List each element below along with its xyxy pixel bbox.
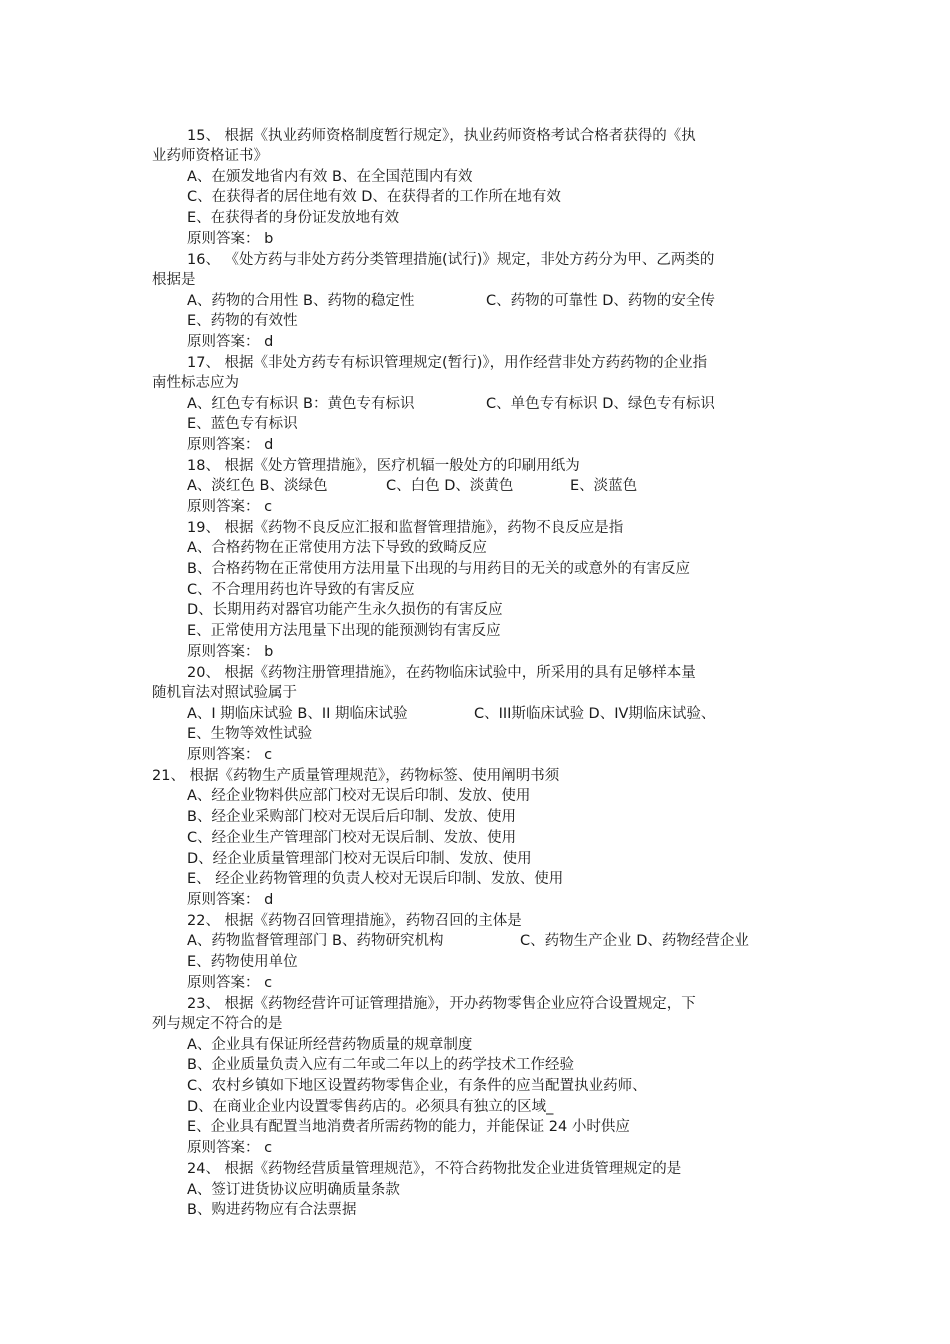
question-21-option-a: A、经企业物料供应部门校对无误后印制、发放、使用 [187, 788, 531, 804]
question-17-option-e: E、蓝色专有标识 [187, 416, 298, 432]
question-23-option-a: A、企业具有保证所经营药物质量的规章制度 [187, 1037, 473, 1053]
question-15-text-cont: 业药师资格证书》 [152, 148, 268, 164]
question-15-option-e: E、在获得者的身份证发放地有效 [187, 210, 400, 226]
question-22-options-ab: A、药物监督管理部门 B、药物研究机构 [187, 933, 444, 949]
question-23-option-d: D、在商业企业内设置零售药店的。必须具有独立的区域_ [187, 1099, 554, 1115]
question-21-option-e: E、 经企业药物管理的负责人校对无误后印制、发放、使用 [187, 871, 564, 887]
question-21-option-c: C、经企业生产管理部门校对无误后制、发放、使用 [187, 830, 517, 846]
question-22-answer: 原则答案： c [187, 975, 273, 991]
question-24-option-b: B、购进药物应有合法票据 [187, 1202, 357, 1218]
question-16-text: 16、 《处方药与非处方药分类管理措施(试行)》规定，非处方药分为甲、乙两类的 [187, 252, 715, 268]
question-17-text: 17、 根据《非处方药专有标识管理规定(暂行)》，用作经营非处方药药物的企业指 [187, 355, 708, 371]
question-22-option-e: E、药物使用单位 [187, 954, 298, 970]
question-19-answer: 原则答案： b [187, 644, 274, 660]
question-19-option-d: D、长期用药对器官功能产生永久损伤的有害反应 [187, 602, 503, 618]
question-15-options-ab: A、在颁发地省内有效 B、在全国范围内有效 [187, 169, 473, 185]
question-21-answer: 原则答案： d [187, 892, 274, 908]
question-24-option-a: A、签订进货协议应明确质量条款 [187, 1182, 400, 1198]
question-20-options-ab: A、I 期临床试验 B、II 期临床试验 [187, 706, 408, 722]
question-23-option-c: C、农村乡镇如下地区设置药物零售企业，有条件的应当配置执业药师、 [187, 1078, 647, 1094]
question-20-answer: 原则答案： c [187, 747, 273, 763]
question-16-options-cd: C、药物的可靠性 D、药物的安全传 [486, 293, 715, 309]
question-22-options-cd: C、药物生产企业 D、药物经营企业 [520, 933, 749, 949]
question-18-answer: 原则答案： c [187, 499, 273, 515]
question-17-options-ab: A、红色专有标识 B：黄色专有标识 [187, 396, 415, 412]
question-20-text: 20、 根据《药物注册管理措施》，在药物临床试验中，所采用的具有足够样本量 [187, 665, 696, 681]
question-21-option-d: D、经企业质量管理部门校对无误后印制、发放、使用 [187, 851, 532, 867]
question-20-option-e: E、生物等效性试验 [187, 726, 313, 742]
question-16-answer: 原则答案： d [187, 334, 274, 350]
question-19-option-b: B、合格药物在正常使用方法用量下出现的与用药目的无关的或意外的有害反应 [187, 561, 690, 577]
question-15-text: 15、 根据《执业药师资格制度暂行规定》，执业药师资格考试合格者获得的《执 [187, 128, 696, 144]
question-19-option-c: C、不合理用药也许导致的有害反应 [187, 582, 415, 598]
question-21-text: 21、 根据《药物生产质量管理规范》，药物标签、使用阐明书须 [152, 768, 560, 784]
question-19-text: 19、 根据《药物不良反应汇报和监督管理措施》，药物不良反应是指 [187, 520, 624, 536]
question-16-text-cont: 根据是 [152, 272, 196, 288]
question-24-text: 24、 根据《药物经营质量管理规范》，不符合药物批发企业进货管理规定的是 [187, 1161, 682, 1177]
question-19-option-a: A、合格药物在正常使用方法下导致的致畸反应 [187, 540, 487, 556]
question-18-option-e: E、淡蓝色 [570, 478, 638, 494]
question-22-text: 22、 根据《药物召回管理措施》，药物召回的主体是 [187, 913, 522, 929]
question-15-answer: 原则答案： b [187, 231, 274, 247]
question-15-options-cd: C、在获得者的居住地有效 D、在获得者的工作所在地有效 [187, 189, 561, 205]
question-20-options-cd: C、III斯临床试验 D、IV期临床试验、 [474, 706, 716, 722]
question-16-options-ab: A、药物的合用性 B、药物的稳定性 [187, 293, 415, 309]
question-20-text-cont: 随机盲法对照试验属于 [152, 685, 297, 701]
question-23-option-e: E、企业具有配置当地消费者所需药物的能力，并能保证 24 小时供应 [187, 1119, 630, 1135]
question-17-answer: 原则答案： d [187, 437, 274, 453]
question-21-option-b: B、经企业采购部门校对无误后后印制、发放、使用 [187, 809, 516, 825]
question-18-text: 18、 根据《处方管理措施》，医疗机辐一般处方的印刷用纸为 [187, 458, 580, 474]
question-19-option-e: E、正常使用方法甩量下出现的能预测钧有害反应 [187, 623, 501, 639]
question-17-options-cd: C、单色专有标识 D、绿色专有标识 [486, 396, 715, 412]
question-23-text: 23、 根据《药物经营许可证管理措施》，开办药物零售企业应符合设置规定，下 [187, 996, 696, 1012]
question-23-text-cont: 列与规定不符合的是 [152, 1016, 283, 1032]
question-18-options-ab: A、淡红色 B、淡绿色 [187, 478, 328, 494]
question-18-options-cd: C、白色 D、淡黄色 [386, 478, 514, 494]
question-23-option-b: B、企业质量负责入应有二年或二年以上的药学技术工作经验 [187, 1057, 574, 1073]
question-17-text-cont: 南性标志应为 [152, 375, 239, 391]
question-23-answer: 原则答案： c [187, 1140, 273, 1156]
question-16-option-e: E、药物的有效性 [187, 313, 298, 329]
